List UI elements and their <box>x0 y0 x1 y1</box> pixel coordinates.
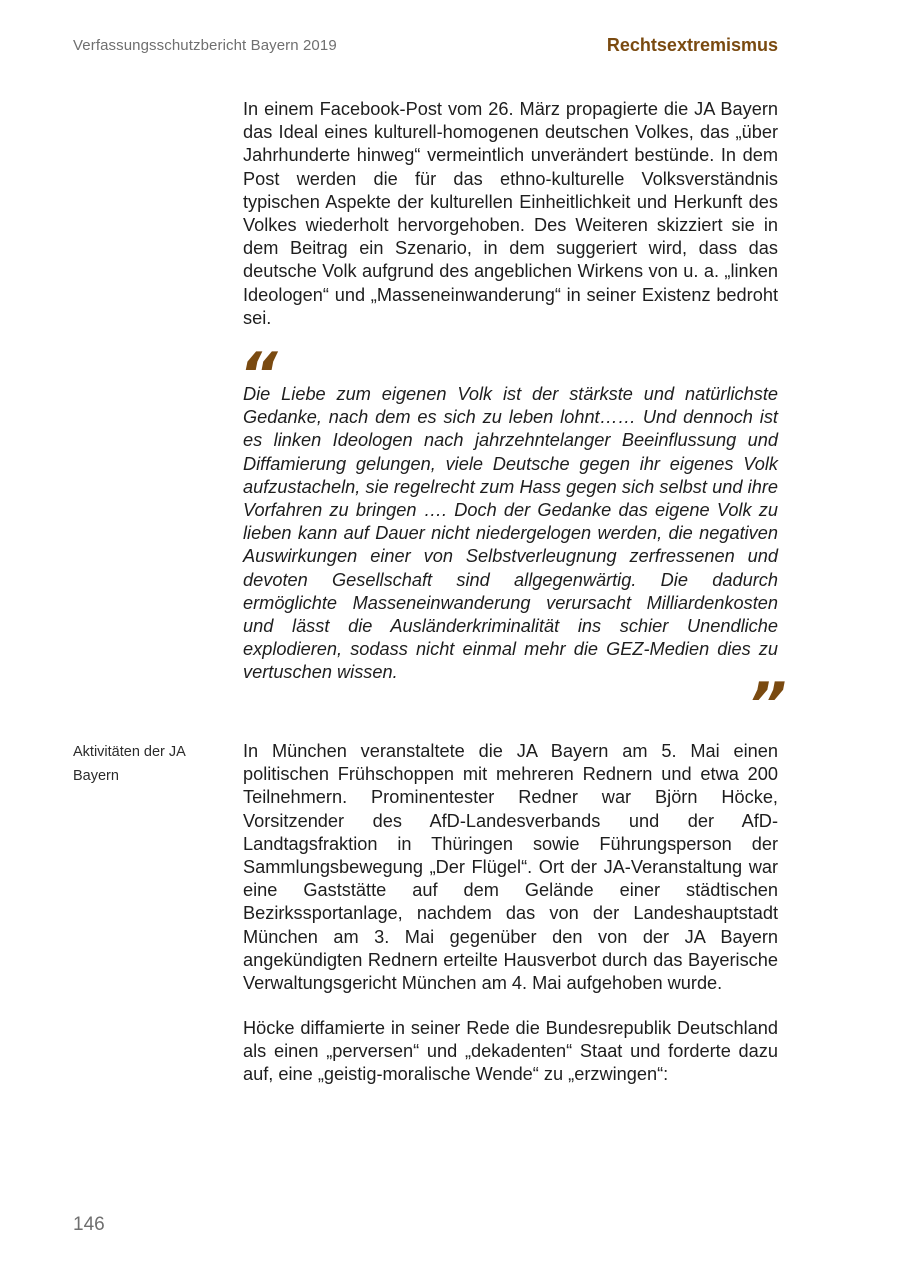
paragraph-facebook-post: In einem Facebook-Post vom 26. März propagierte die JA Bayern das Ideal eines kulturell-homogenen deutschen Volkes, das „über Jahrhunderte hinweg“ vermeintlich unverändert bestünde. In dem Post werden die für das ethno-kulturelle Volksverständnis typischen Aspekte der kulturellen Einheitlichkeit und Herkunft des Volkes wiederholt hervorgehoben. Des Weiteren skizziert sie in dem Beitrag ein Szenario, in dem suggeriert wird, dass das deutsche Volk aufgrund des angeblichen Wirkens von u. a. „linken Ideologen“ und „Masseneinwanderung“ in seiner Existenz bedroht sei. <box>243 99 778 328</box>
running-header-title: Verfassungsschutzbericht Bayern 2019 <box>73 37 337 54</box>
margin-note-line: Aktivitäten der JA <box>73 744 186 760</box>
section-title: Rechtsextremismus <box>606 35 778 55</box>
open-quote-icon: “ <box>239 340 278 410</box>
quote-text: Die Liebe zum eigenen Volk ist der stärkste und natürlichste Gedanke, nach dem es sich zu leben lohnt…… Und dennoch ist es linken Ideologen nach jahrzehntelanger Beeinflussung und Diffamierung gelungen, viele Deutsche gegen ihr eigenes Volk aufzustacheln, sie regelrecht zum Hass gegen sich selbst und ihre Vorfahren zu bringen …. Doch der Gedanke das eigene Volk zu lieben kann auf Dauer nicht niedergelogen werden, die negativen Auswirkungen einer von Selbstverleugnung zerfressenen und devoten Gesellschaft sind allgegenwärtig. Die dadurch ermöglichte Masseneinwanderung verursacht Milliardenkosten und lässt die Ausländerkriminalität ins schier Unendliche explodieren, sodass nicht einmal mehr die GEZ-Medien dies zu vertuschen wissen. <box>243 384 778 683</box>
margin-note <box>73 740 213 788</box>
paragraph-hoecke-speech: Höcke diffamierte in seiner Rede die Bundesrepublik Deutschland als einen „perversen“ und „dekadenten“ Staat und forderte dazu auf, eine „geistig-moralische Wende“ zu „erzwingen“: <box>243 1018 778 1085</box>
paragraph-munich-event: In München veranstaltete die JA Bayern am 5. Mai einen politischen Frühschoppen mit mehreren Rednern und etwa 200 Teilnehmern. Prominentester Redner war Björn Höcke, Vorsitzender des AfD-Landesverbands und der AfD-Landtagsfraktion in Thüringen sowie Führungsperson der Sammlungsbewegung „Der Flügel“. Ort der JA-Veranstaltung war eine Gaststätte auf dem Gelände einer städtischen Bezirkssportanlage, nachdem das von der Landeshauptstadt München am 3. Mai gegenüber den von der JA Bayern angekündigten Rednern erteilte Hausverbot durch das Bayerische Verwaltungsgericht München am 4. Mai aufgehoben wurde. <box>243 741 778 994</box>
page-number: 146 <box>73 1214 105 1235</box>
close-quote-icon: ” <box>748 670 787 740</box>
margin-note-line: Bayern <box>73 768 119 784</box>
